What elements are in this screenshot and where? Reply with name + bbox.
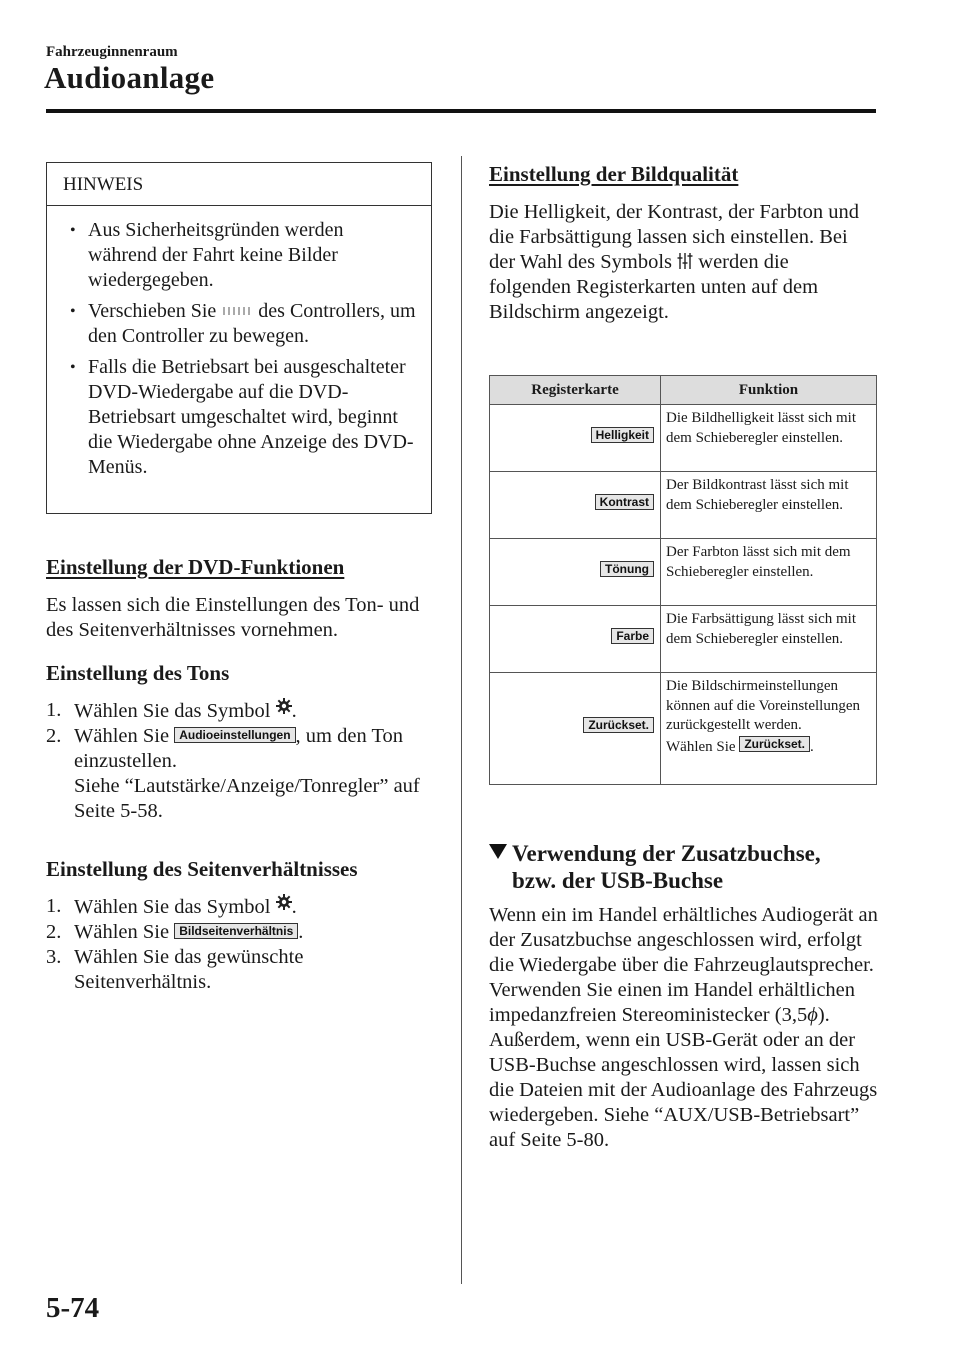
equalizer-icon xyxy=(677,252,693,270)
helligkeit-tab-button: Helligkeit xyxy=(591,427,654,443)
bullet: • xyxy=(70,359,76,376)
table-cell xyxy=(490,405,661,472)
note-text: Aus Sicherheitsgründen werden während der Fahrt keine Bilder wiedergegeben. xyxy=(88,219,344,291)
table-cell: Die Farbsättigung lässt sich mit dem Schieberegler einstellen. xyxy=(661,606,877,673)
table-cell: Der Bildkontrast lässt sich mit dem Schieberegler einstellen. xyxy=(661,472,877,539)
verwendung-text xyxy=(489,903,884,1153)
step-item xyxy=(46,894,426,920)
step-text: Wählen Sie das Symbol xyxy=(74,896,271,918)
step-item xyxy=(46,945,426,995)
step-reference: Siehe “Lautstärke/Anzeige/Tonregler” auf Seite 5-58. xyxy=(74,775,420,822)
gear-icon xyxy=(276,894,292,910)
page-title: Audioanlage xyxy=(44,60,215,95)
column-header: Registerkarte xyxy=(490,376,661,405)
step-text: . xyxy=(291,896,297,918)
table-row xyxy=(490,606,877,673)
step-item xyxy=(46,724,426,824)
note-box xyxy=(46,162,432,514)
audioeinstellungen-button: Audioeinstellungen xyxy=(174,727,295,743)
note-text: Verschieben Sie xyxy=(88,300,217,322)
step-text: , um den Ton einzustellen. xyxy=(74,725,404,772)
bullet: • xyxy=(70,222,76,239)
table-row xyxy=(490,405,877,472)
table-row xyxy=(490,472,877,539)
bild-intro-text: werden die folgenden Registerkarten unten auf dem Bildschirm angezeigt. xyxy=(489,251,819,323)
table-cell: Der Farbton lässt sich mit dem Schieberegler einstellen. xyxy=(661,539,877,606)
table-cell xyxy=(661,673,877,785)
cell-text: . xyxy=(810,738,814,755)
step-text: . xyxy=(298,921,304,943)
zurueckset-button: Zurückset. xyxy=(739,736,810,752)
bild-intro xyxy=(489,200,869,325)
verwendung-text-part: Außerdem, wenn ein USB-Gerät oder an der USB-Buchse angeschlossen wird, lassen sich die Dateien mit der Audioanlage des Fahrzeugs wiedergeben. Siehe “AUX/USB-Betriebsart” auf Seite 5-80. xyxy=(489,1029,878,1151)
ton-steps xyxy=(46,698,426,824)
diameter-symbol: ϕ xyxy=(807,1004,818,1026)
step-number: 2. xyxy=(46,921,62,943)
step-text: Wählen Sie das Symbol xyxy=(74,700,271,722)
dvd-heading: Einstellung der DVD-Funktionen xyxy=(46,555,345,579)
farbe-tab-button: Farbe xyxy=(611,628,654,644)
table-row xyxy=(490,539,877,606)
verwendung-heading-line: Verwendung der Zusatzbuchse, xyxy=(512,841,821,866)
section-label: Fahrzeuginnenraum xyxy=(46,44,178,60)
note-item xyxy=(70,299,421,349)
gear-icon xyxy=(276,698,292,714)
note-item xyxy=(70,355,421,480)
image-settings-table xyxy=(489,375,877,785)
table-row xyxy=(490,673,877,785)
seiten-heading: Einstellung des Seitenverhältnisses xyxy=(46,857,358,881)
note-list xyxy=(47,206,431,480)
ton-heading: Einstellung des Tons xyxy=(46,661,230,685)
column-header: Funktion xyxy=(661,376,877,405)
cell-text: Die Bildschirmeinstellungen können auf die Voreinstellungen zurückgestellt werden. xyxy=(666,678,860,733)
step-number: 3. xyxy=(46,946,62,968)
verwendung-heading-line: bzw. der USB-Buchse xyxy=(512,868,724,893)
title-rule xyxy=(46,109,876,113)
step-item xyxy=(46,698,426,724)
seiten-steps xyxy=(46,894,426,995)
verwendung-text-part: ). xyxy=(817,1004,830,1026)
verwendung-text-part: Wenn ein im Handel erhältliches Audiogerät an der Zusatzbuchse angeschlossen wird, erfolgt die Wiedergabe über die Fahrzeuglautsprecher. Verwenden Sie einen im Handel erhältlichen impedanzfreien Stereoministecker (3,5 xyxy=(489,904,878,1026)
kontrast-tab-button: Kontrast xyxy=(595,494,654,510)
zurueckset-tab-button: Zurückset. xyxy=(583,717,654,733)
dvd-intro: Es lassen sich die Einstellungen des Ton- und des Seitenverhältnisses vornehmen. xyxy=(46,594,420,641)
step-text: Wählen Sie xyxy=(74,921,170,943)
table-header-row xyxy=(490,376,877,405)
step-text: Wählen Sie xyxy=(74,725,170,747)
bild-intro-text: Bei der Wahl des Symbols xyxy=(489,226,848,273)
cell-text: Wählen Sie xyxy=(666,738,736,755)
column-divider xyxy=(461,156,462,1284)
table-cell xyxy=(490,472,661,539)
note-text: Falls die Betriebsart bei ausgeschalteter DVD-Wiedergabe auf die DVD-Betriebsart umgeschaltet wird, beginnt die Wiedergabe ohne Anzeige des DVD-Menüs. xyxy=(88,356,414,478)
note-item xyxy=(70,218,388,293)
page-number: 5-74 xyxy=(46,1292,100,1324)
bild-heading: Einstellung der Bildqualität xyxy=(489,162,739,186)
bild-intro-text: Die Helligkeit, der Kontrast, der Farbton und die Farbsättigung lassen sich einstellen. xyxy=(489,201,860,248)
step-item xyxy=(46,920,426,945)
toenung-tab-button: Tönung xyxy=(600,561,654,577)
step-number: 2. xyxy=(46,725,62,747)
step-text: . xyxy=(291,700,297,722)
step-text: Wählen Sie das gewünschte Seitenverhältnis. xyxy=(74,946,304,993)
table-cell xyxy=(490,673,661,785)
verwendung-heading xyxy=(489,840,821,894)
triangle-marker-icon xyxy=(489,844,507,859)
controller-slide-icon xyxy=(221,305,253,317)
note-text: des Controllers, um den Controller zu bewegen. xyxy=(88,300,416,347)
table-cell xyxy=(490,539,661,606)
bildseitenverhaeltnis-button: Bildseitenverhältnis xyxy=(174,923,298,939)
bullet: • xyxy=(70,303,76,320)
table-cell: Die Bildhelligkeit lässt sich mit dem Schieberegler einstellen. xyxy=(661,405,877,472)
step-number: 1. xyxy=(46,699,62,721)
step-number: 1. xyxy=(46,895,62,917)
table-cell xyxy=(490,606,661,673)
note-heading: HINWEIS xyxy=(47,163,431,206)
